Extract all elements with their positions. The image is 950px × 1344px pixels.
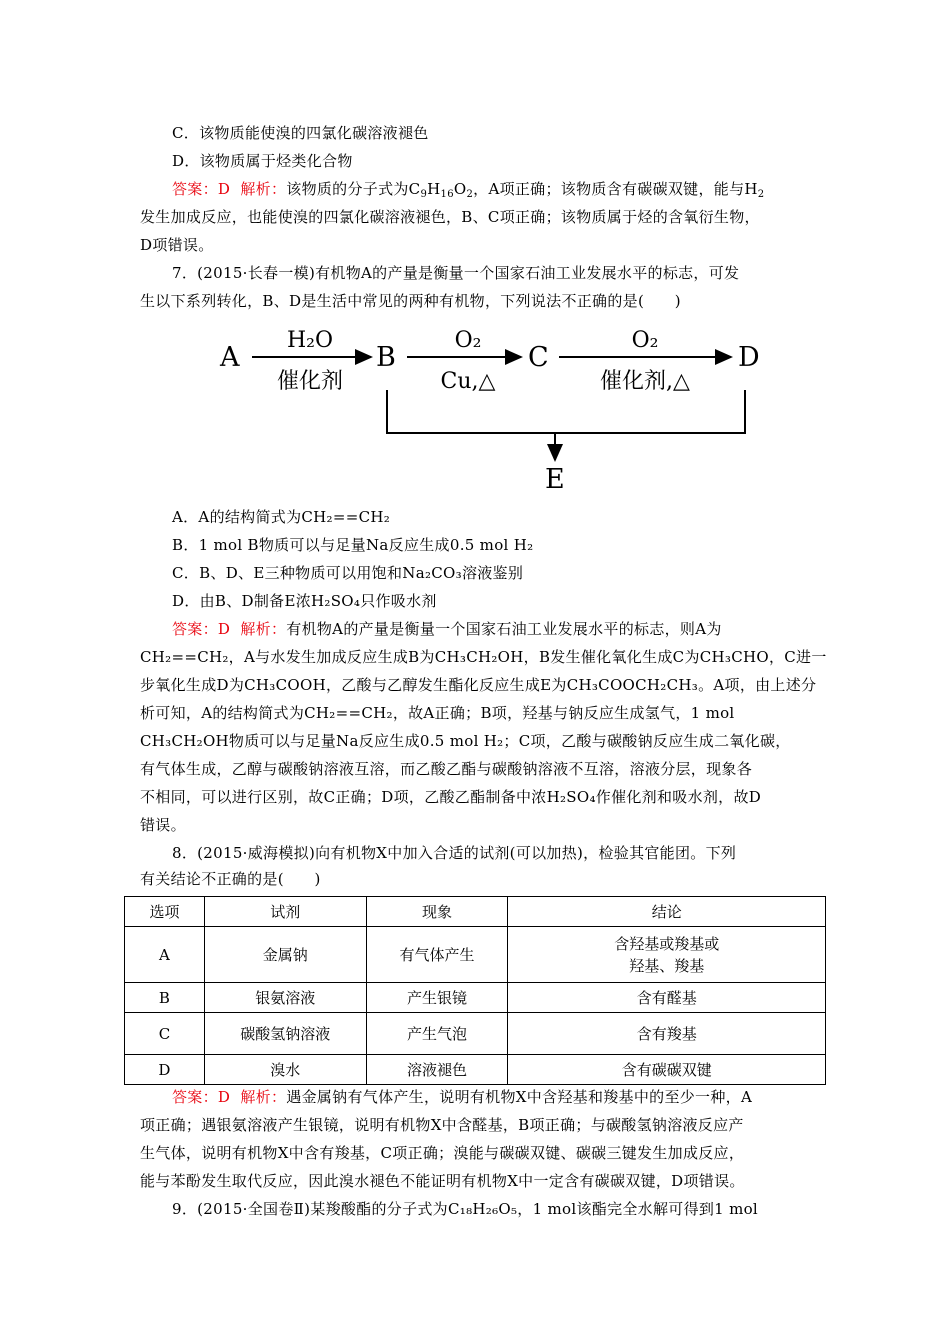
table-cell: 溶液褪色 bbox=[366, 1055, 508, 1085]
subscript: 2 bbox=[466, 189, 474, 200]
step1-condition: 催化剂 bbox=[276, 369, 344, 394]
table-header-row bbox=[125, 897, 826, 927]
table-cell: D bbox=[125, 1055, 205, 1085]
table-header: 试剂 bbox=[204, 897, 366, 927]
table-row bbox=[125, 1055, 826, 1085]
q6-analysis-line3: D项错误。 bbox=[140, 236, 214, 254]
q6-analysis-text: ，A项正确；该物质含有碳碳双键，能与H bbox=[473, 180, 758, 198]
q8-answer-line bbox=[172, 1086, 752, 1108]
q7-option-b: B．1 mol B物质可以与足量Na反应生成0.5 mol H₂ bbox=[172, 536, 534, 554]
q7-stem-line1: 7．(2015·长春一模)有机物A的产量是衡量一个国家石油工业发展水平的标志，可发 bbox=[172, 264, 740, 282]
step3-reagent: O₂ bbox=[631, 328, 659, 353]
bracket-b-d bbox=[387, 390, 745, 433]
table-header: 选项 bbox=[125, 897, 205, 927]
reaction-scheme-diagram bbox=[215, 318, 775, 498]
step2-condition: Cu,△ bbox=[440, 369, 496, 394]
table-row bbox=[125, 927, 826, 983]
step1-reagent: H₂O bbox=[286, 328, 334, 353]
q7-analysis-line7: 不相同，可以进行区别，故C正确；D项，乙酸乙酯制备中浓H₂SO₄作催化剂和吸水剂，故D bbox=[140, 788, 762, 806]
q8-analysis-line4: 能与苯酚发生取代反应，因此溴水褪色不能证明有机物X中一定含有碳碳双键，D项错误。 bbox=[140, 1172, 745, 1190]
table-cell bbox=[508, 927, 826, 983]
table-cell: B bbox=[125, 983, 205, 1013]
table-cell: C bbox=[125, 1013, 205, 1055]
q7-analysis-line2: CH₂==CH₂，A与水发生加成反应生成B为CH₃CH₂OH，B发生催化氧化生成C为CH₃CHO，C进一 bbox=[140, 648, 827, 666]
q7-option-d: D．由B、D制备E浓H₂SO₄只作吸水剂 bbox=[172, 592, 437, 610]
q7-analysis-line3: 步氧化生成D为CH₃COOH，乙酸与乙醇发生酯化反应生成E为CH₃COOCH₂CH₃。A项，由上述分 bbox=[140, 676, 817, 694]
table-header: 结论 bbox=[508, 897, 826, 927]
table-cell: 银氨溶液 bbox=[204, 983, 366, 1013]
table-cell-line: 含羟基或羧基或 bbox=[614, 934, 720, 953]
table-cell: 碳酸氢钠溶液 bbox=[204, 1013, 366, 1055]
answer-label: 答案：D bbox=[172, 620, 231, 638]
q6-analysis-text: 该物质的分子式为C bbox=[286, 180, 421, 198]
compound-a: A bbox=[220, 342, 240, 373]
q7-analysis-line6: 有气体生成，乙醇与碳酸钠溶液互溶，而乙酸乙酯与碳酸钠溶液不互溶，溶液分层，现象各 bbox=[140, 760, 753, 778]
table-cell: 产生银镜 bbox=[366, 983, 508, 1013]
analysis-label: 解析： bbox=[240, 620, 287, 638]
compound-b: B bbox=[376, 342, 396, 373]
q6-option-c: C．该物质能使溴的四氯化碳溶液褪色 bbox=[172, 124, 429, 142]
q9-stem-line1: 9．(2015·全国卷Ⅱ)某羧酸酯的分子式为C₁₈H₂₆O₅，1 mol该酯完全水解可得到1 mol bbox=[172, 1200, 759, 1218]
q8-analysis-line2: 项正确；遇银氨溶液产生银镜，说明有机物X中含醛基，B项正确；与碳酸氢钠溶液反应产 bbox=[140, 1116, 744, 1134]
q8-analysis-text: 遇金属钠有气体产生，说明有机物X中含羟基和羧基中的至少一种，A bbox=[286, 1088, 753, 1106]
q6-analysis-line2: 发生加成反应，也能使溴的四氯化碳溶液褪色，B、C项正确；该物质属于烃的含氧衍生物， bbox=[140, 208, 760, 226]
q7-option-a: A．A的结构简式为CH₂==CH₂ bbox=[172, 508, 391, 526]
formula-part: O bbox=[453, 180, 467, 198]
q8-analysis-line3: 生气体，说明有机物X中含有羧基，C项正确；溴能与碳碳双键、碳碳三键发生加成反应， bbox=[140, 1144, 745, 1162]
answer-label: 答案：D bbox=[172, 180, 231, 198]
formula-part: H bbox=[427, 180, 441, 198]
table-row bbox=[125, 1013, 826, 1055]
table-cell: A bbox=[125, 927, 205, 983]
subscript: 2 bbox=[757, 189, 765, 200]
compound-e: E bbox=[545, 464, 565, 495]
step3-condition: 催化剂,△ bbox=[600, 369, 690, 394]
subscript: 16 bbox=[440, 189, 454, 200]
answer-label: 答案：D bbox=[172, 1088, 231, 1106]
table-cell: 含有醛基 bbox=[508, 983, 826, 1013]
q8-stem-line1: 8．(2015·威海模拟)向有机物X中加入合适的试剂(可以加热)，检验其官能团。下列 bbox=[172, 844, 737, 862]
q7-analysis-text: 有机物A的产量是衡量一个国家石油工业发展水平的标志，则A为 bbox=[286, 620, 722, 638]
table-cell-line: 羟基、羧基 bbox=[629, 956, 705, 975]
q7-answer-line bbox=[172, 618, 722, 640]
compound-c: C bbox=[528, 342, 549, 373]
q8-stem-line2: 有关结论不正确的是( ) bbox=[140, 870, 321, 888]
table-cell: 产生气泡 bbox=[366, 1013, 508, 1055]
q7-analysis-line4: 析可知，A的结构简式为CH₂==CH₂，故A正确；B项，羟基与钠反应生成氢气，1 mol bbox=[140, 704, 735, 722]
table-header: 现象 bbox=[366, 897, 508, 927]
analysis-label: 解析： bbox=[240, 1088, 287, 1106]
step2-reagent: O₂ bbox=[454, 328, 482, 353]
q7-analysis-line8: 错误。 bbox=[140, 816, 186, 834]
table-cell: 金属钠 bbox=[204, 927, 366, 983]
table-cell: 含有碳碳双键 bbox=[508, 1055, 826, 1085]
table-cell: 溴水 bbox=[204, 1055, 366, 1085]
q6-option-d: D．该物质属于烃类化合物 bbox=[172, 152, 353, 170]
analysis-label: 解析： bbox=[240, 180, 287, 198]
q7-analysis-line5: CH₃CH₂OH物质可以与足量Na反应生成0.5 mol H₂；C项，乙酸与碳酸钠反应生成二氧化碳， bbox=[140, 732, 791, 750]
compound-d: D bbox=[738, 342, 760, 373]
q7-stem-line2: 生以下系列转化，B、D是生活中常见的两种有机物，下列说法不正确的是( ) bbox=[140, 292, 681, 310]
table-cell: 含有羧基 bbox=[508, 1013, 826, 1055]
options-table bbox=[124, 896, 826, 1085]
table-row bbox=[125, 983, 826, 1013]
subscript: 9 bbox=[420, 189, 428, 200]
q7-option-c: C．B、D、E三种物质可以用饱和Na₂CO₃溶液鉴别 bbox=[172, 564, 524, 582]
table-cell: 有气体产生 bbox=[366, 927, 508, 983]
q6-answer-line bbox=[172, 178, 764, 200]
